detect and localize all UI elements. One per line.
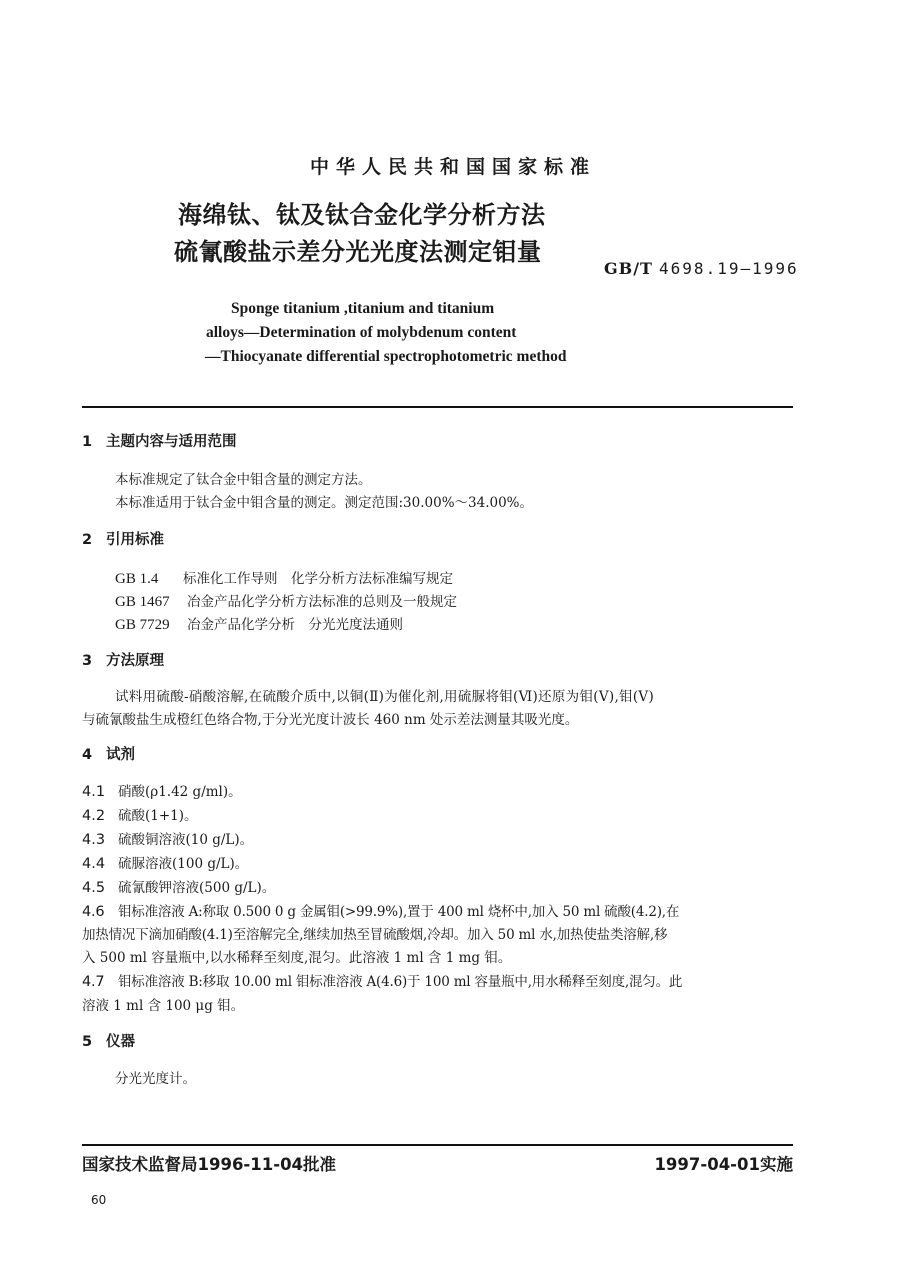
item-continuation: 入 500 ml 容量瓶中,以水稀释至刻度,混匀。此溶液 1 ml 含 1 mg 钼。 xyxy=(82,950,512,966)
section-number: 1 xyxy=(82,434,93,450)
approval-line: 国家技术监督局1996-11-04批准 xyxy=(82,1155,337,1174)
item-number: 4.7 xyxy=(82,974,105,990)
reagent-item xyxy=(82,970,682,990)
section-title: 引用标准 xyxy=(106,532,164,548)
reference-title: 冶金产品化学分析 分光光度法通则 xyxy=(187,617,403,633)
reference-item xyxy=(115,613,403,634)
reference-item xyxy=(115,567,453,588)
title-cn-line1: 海绵钛、钛及钛合金化学分析方法 xyxy=(178,201,546,229)
title-en-line1: Sponge titanium ,titanium and titanium xyxy=(231,300,495,317)
item-number: 4.2 xyxy=(82,808,106,824)
item-text: 硫氰酸钾溶液(500 g/L)。 xyxy=(118,880,276,896)
item-number: 4.4 xyxy=(82,856,106,872)
section-title: 仪器 xyxy=(106,1034,135,1050)
reagent-item xyxy=(82,780,242,800)
section-title: 方法原理 xyxy=(106,653,164,669)
section-4-heading xyxy=(82,743,135,764)
section-number: 4 xyxy=(82,747,93,763)
implementation-date: 1997-04-01实施 xyxy=(654,1155,793,1174)
reference-code: GB 1.4 xyxy=(115,571,159,587)
page-number: 60 xyxy=(91,1193,107,1207)
reference-code: GB 1467 xyxy=(115,594,170,610)
section-2-heading xyxy=(82,528,164,549)
item-text: 钼标准溶液 B:移取 10.00 ml 钼标准溶液 A(4.6)于 100 ml 容量瓶中,用水稀释至刻度,混匀。此 xyxy=(118,974,683,990)
reference-title: 标准化工作导则 化学分析方法标准编写规定 xyxy=(183,571,453,587)
reagent-item xyxy=(82,852,248,872)
standard-type-heading: 中华人民共和国国家标准 xyxy=(309,156,596,178)
reference-item xyxy=(115,590,457,611)
section-number: 3 xyxy=(82,653,93,669)
item-continuation: 加热情况下滴加硝酸(4.1)至溶解完全,继续加热至冒硫酸烟,冷却。加入 50 ml 水,加热使盐类溶解,移 xyxy=(82,927,668,943)
reference-title: 冶金产品化学分析方法标准的总则及一般规定 xyxy=(187,594,457,610)
standard-code-prefix: GB/T xyxy=(604,259,653,278)
item-continuation: 溶液 1 ml 含 100 μg 钼。 xyxy=(82,998,245,1014)
reference-code: GB 7729 xyxy=(115,617,170,633)
reagent-item xyxy=(82,804,198,824)
footer-divider xyxy=(82,1144,793,1146)
section-title: 主题内容与适用范围 xyxy=(106,434,237,450)
item-number: 4.3 xyxy=(82,832,106,848)
paragraph-line: 试料用硫酸-硝酸溶解,在硫酸介质中,以铜(Ⅱ)为催化剂,用硫脲将钼(Ⅵ)还原为钼(Ⅴ),钼(Ⅴ) xyxy=(115,689,655,705)
section-1-heading xyxy=(82,430,237,451)
section-5-heading xyxy=(82,1030,135,1051)
section-3-heading xyxy=(82,649,164,670)
reagent-item xyxy=(82,900,679,920)
standard-code-number: 4698.19—1996 xyxy=(659,259,799,278)
section-number: 2 xyxy=(82,532,93,548)
reagent-item xyxy=(82,828,253,848)
paragraph-line: 本标准规定了钛合金中钼含量的测定方法。 xyxy=(115,472,372,488)
item-text: 硫脲溶液(100 g/L)。 xyxy=(118,856,249,872)
paragraph-line: 与硫氰酸盐生成橙红色络合物,于分光光度计波长 460 nm 处示差法测量其吸光度。 xyxy=(82,712,579,728)
paragraph-line: 本标准适用于钛合金中钼含量的测定。测定范围:30.00%～34.00%。 xyxy=(115,495,533,511)
item-text: 硫酸铜溶液(10 g/L)。 xyxy=(118,832,254,848)
title-en-line3: —Thiocyanate differential spectrophotometric method xyxy=(205,348,567,365)
item-text: 硝酸(ρ1.42 g/ml)。 xyxy=(118,784,242,800)
title-cn-line2: 硫氰酸盐示差分光光度法测定钼量 xyxy=(174,238,542,266)
title-en-line2: alloys—Determination of molybdenum content xyxy=(206,324,517,341)
item-number: 4.1 xyxy=(82,784,106,800)
paragraph-line: 分光光度计。 xyxy=(115,1071,196,1087)
section-number: 5 xyxy=(82,1034,93,1050)
item-number: 4.6 xyxy=(82,904,105,920)
item-text: 硫酸(1+1)。 xyxy=(118,808,198,824)
item-number: 4.5 xyxy=(82,880,106,896)
header-divider xyxy=(82,406,793,408)
item-text: 钼标准溶液 A:称取 0.500 0 g 金属钼(>99.9%),置于 400 ml 烧杯中,加入 50 ml 硫酸(4.2),在 xyxy=(118,904,680,920)
standard-code xyxy=(604,259,799,278)
reagent-item xyxy=(82,876,275,896)
section-title: 试剂 xyxy=(106,747,135,763)
